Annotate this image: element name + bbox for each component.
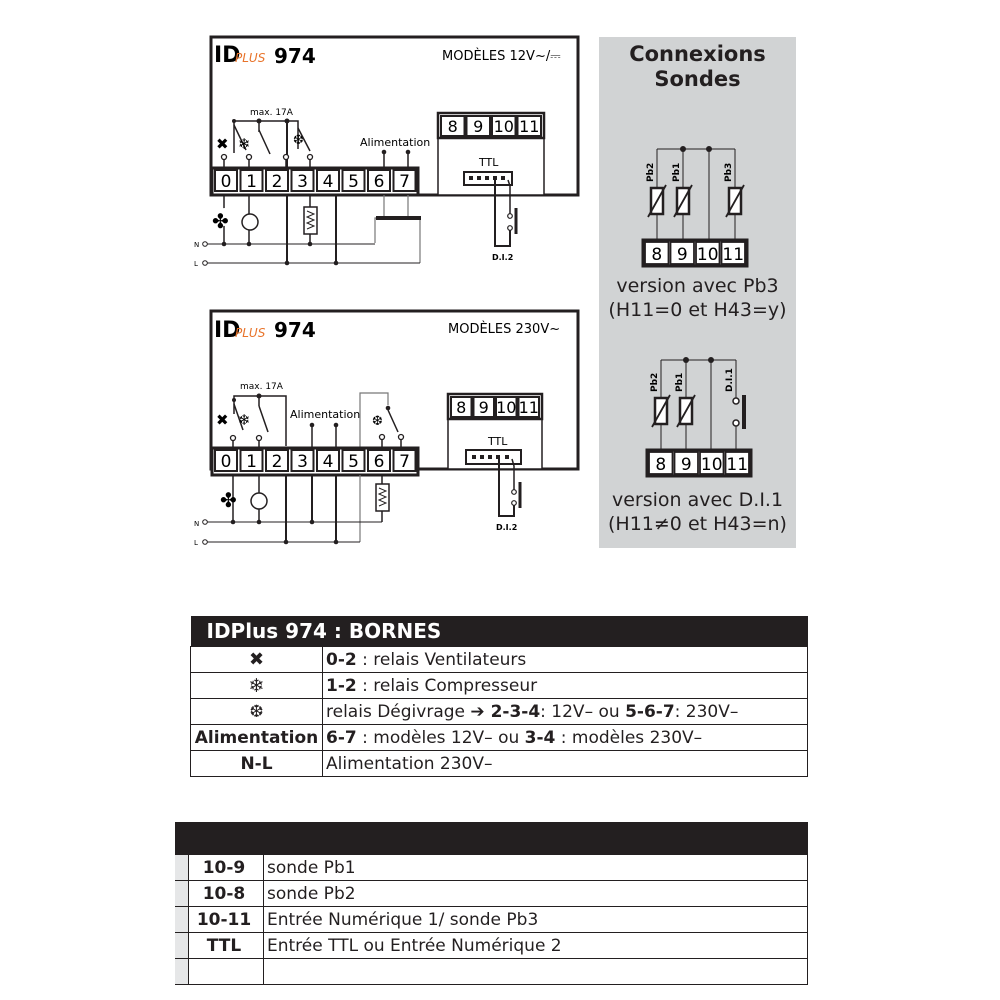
gutter-cell [175,959,189,985]
probe-label: Pb2 [646,162,656,182]
brand-plus: PLUS [235,51,266,65]
probe-terminal-number: 8 [456,398,467,417]
row-label: Alimentation [191,725,323,751]
terminal-block [212,448,418,475]
row-text: : modèles 230V– [555,727,703,748]
probe-terminal-number: 8 [655,455,667,475]
model-label: MODÈLES 12V~/⎓ [442,49,561,64]
terminal-number: 7 [399,452,410,472]
caption-di1 [599,488,796,536]
gutter-cell [175,855,189,881]
terminal-code: 0-2 [326,649,357,670]
model-label: MODÈLES 230V~ [448,322,561,337]
snowflake-icon: ❄ [238,411,251,429]
row-text: : 12V– ou [540,701,626,722]
probe-terminal-number: 10 [696,245,719,265]
max-current-label: max. 17A [250,108,293,118]
snowflake-icon: ❄ [238,135,251,153]
probe-panel-title [599,42,796,92]
heater-icon [304,207,317,234]
n-label: N [194,241,200,249]
terminal-number: 3 [297,172,308,192]
terminal-desc: Entrée TTL ou Entrée Numérique 2 [264,933,808,959]
defrost-icon: ❆ [293,133,304,148]
probe-terminal-number: 8 [651,245,663,265]
row-text: relais Dégivrage [326,701,471,722]
probe-terminal-number: 9 [676,245,688,265]
l-label: L [194,260,198,268]
fan-symbol-icon: ✤ [212,209,229,233]
row-desc: Alimentation 230V– [323,751,808,777]
probe-terminal-number: 8 [447,117,458,136]
alimentation-label: Alimentation [360,136,431,149]
bornes-table [190,616,808,777]
probes-table-header [175,822,808,855]
ttl-label: TTL [479,156,499,169]
table-row [191,673,808,699]
compressor-icon [242,214,258,230]
probe-label: Pb3 [724,162,734,182]
switch-contact-icon [742,395,746,429]
fan-icon: ✖ [216,135,229,153]
terminal-number: 4 [322,452,334,472]
table-row [175,959,808,985]
probe-terminal-number: 11 [518,398,539,417]
terminal-number: 2 [271,172,283,192]
caption-pb3 [599,274,796,322]
terminal-number: 6 [373,452,385,472]
row-desc [323,673,808,699]
di2-label: D.I.2 [496,523,518,532]
terminal-desc: sonde Pb2 [264,881,808,907]
caption-line-2: (H11=0 et H43=y) [608,299,787,321]
table-row [175,933,808,959]
probe-terminal-number: 9 [680,455,692,475]
terminal-code: 1-2 [326,675,357,696]
table-row [175,855,808,881]
terminal-number: 0 [220,172,232,192]
probe-diagram-di1 [599,340,796,480]
probe-terminal-number: 9 [473,117,484,136]
row-text: : relais Compresseur [356,675,538,696]
wiring-diagram-230v [190,308,590,548]
terminal-code: 10-8 [189,881,264,907]
l-label: L [194,539,198,547]
terminal-number: 6 [373,172,385,192]
probes-table [175,822,808,985]
terminal-number: 7 [399,172,410,192]
probe-terminal-number: 10 [700,455,723,475]
terminal-desc: Entrée Numérique 1/ sonde Pb3 [264,907,808,933]
caption-line-2: (H11≠0 et H43=n) [608,513,787,535]
n-label: N [194,520,200,528]
gutter-cell [175,907,189,933]
fan-icon: ✖ [191,647,323,673]
terminal-number: 5 [348,452,359,472]
probe-terminal-number: 10 [496,398,517,417]
brand-id: ID [214,43,241,68]
ttl-label: TTL [488,435,508,448]
probe-terminal-number: 10 [493,117,514,136]
table-row [191,751,808,777]
gutter-cell [175,933,189,959]
terminal-code: 6-7 [326,727,357,748]
terminal-code: 2-3-4 [490,701,541,722]
brand-id: ID [214,318,241,343]
terminal-number: 1 [246,452,257,472]
table-row [191,647,808,673]
table-row [191,725,808,751]
brand-plus: PLUS [235,326,266,340]
di2-label: D.I.2 [492,253,514,262]
fan-symbol-icon: ✤ [220,488,237,512]
terminal-code: 10-11 [189,907,264,933]
row-text: : 230V– [674,701,739,722]
table-row [175,881,808,907]
table-row [175,907,808,933]
row-text: : relais Ventilateurs [356,649,527,670]
fan-icon: ✖ [216,411,229,429]
transformer-icon [376,216,421,220]
max-current-label: max. 17A [240,382,283,392]
wiring-diagram-12v [190,34,590,274]
terminal-number: 4 [322,172,334,192]
terminal-number: 2 [271,452,283,472]
arrow-right-icon: ➔ [470,701,491,722]
title-line-1: Connexions [629,42,766,66]
row-text: : modèles 12V– ou [356,727,525,748]
row-desc [323,699,808,725]
terminal-code: 10-9 [189,855,264,881]
defrost-icon: ❆ [191,699,323,725]
caption-line-1: version avec Pb3 [616,275,779,297]
probe-diagram-pb3 [599,130,796,270]
row-label: N-L [191,751,323,777]
terminal-number: 1 [246,172,257,192]
model-number: 974 [274,318,316,342]
compressor-icon [251,493,267,509]
bornes-table-title: IDPlus 974 : BORNES [191,616,808,647]
probe-terminal-number: 9 [478,398,489,417]
gutter-cell [175,881,189,907]
probe-label: Pb2 [650,372,660,392]
probe-label: D.I.1 [725,368,735,392]
terminal-number: 0 [220,452,232,472]
terminal-desc: sonde Pb1 [264,855,808,881]
probe-label: Pb1 [675,372,685,392]
terminal-code: 3-4 [524,727,556,748]
probe-terminal-number: 11 [519,117,540,136]
terminal-code [189,959,264,985]
title-line-2: Sondes [654,67,741,91]
defrost-icon: ❆ [372,414,383,429]
terminal-desc [264,959,808,985]
terminal-code: TTL [189,933,264,959]
probe-terminal-number: 11 [722,245,745,265]
terminal-code: 5-6-7 [625,701,675,722]
snowflake-icon: ❄ [191,673,323,699]
row-desc [323,647,808,673]
table-row [191,699,808,725]
row-desc [323,725,808,751]
terminal-number: 3 [297,452,308,472]
terminal-number: 5 [348,172,359,192]
heater-icon [376,484,389,511]
alimentation-label: Alimentation [290,408,361,421]
probe-label: Pb1 [672,162,682,182]
caption-line-1: version avec D.I.1 [611,489,784,511]
terminal-block [212,168,418,195]
model-number: 974 [274,44,316,68]
probe-terminal-number: 11 [726,455,749,475]
